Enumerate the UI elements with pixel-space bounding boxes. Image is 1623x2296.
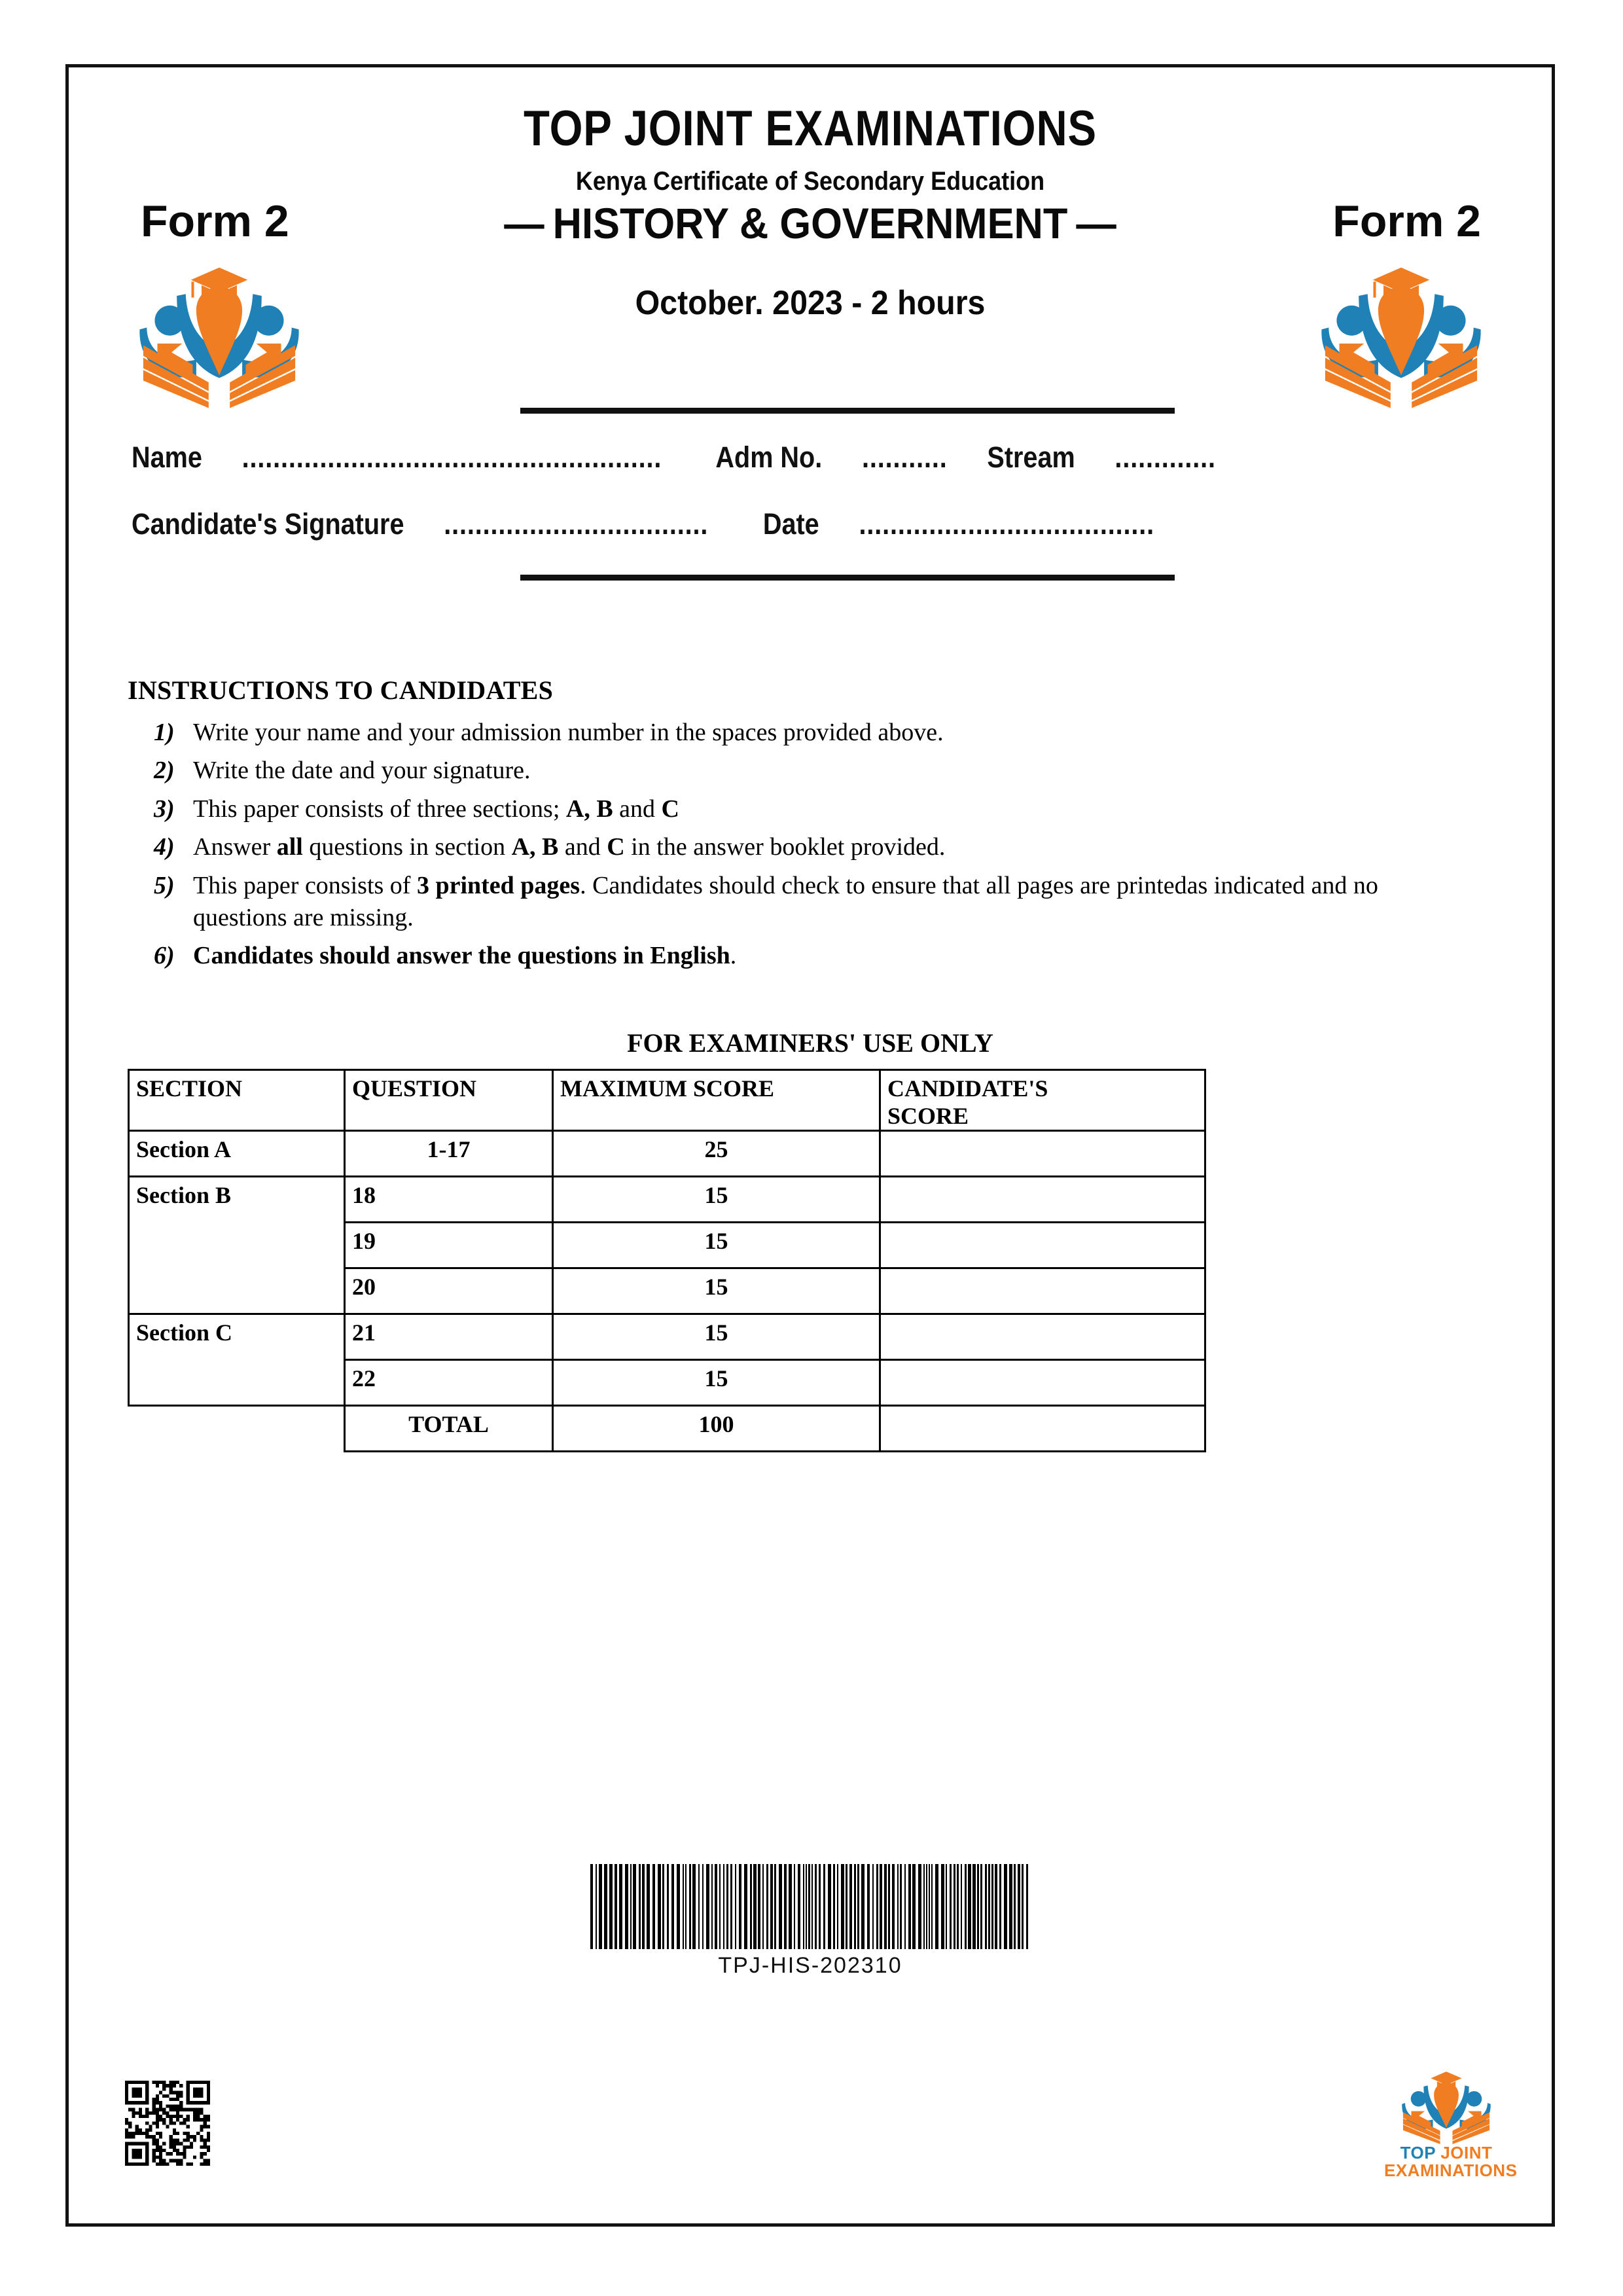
instructions-list — [147, 717, 1467, 978]
form-label-right: Form 2 — [1332, 196, 1481, 246]
col-header-maximum-score: MAXIMUM SCORE — [553, 1070, 880, 1131]
top-joint-examinations-logo — [1384, 2067, 1518, 2181]
date-label: Date — [762, 507, 819, 541]
examiners-table-caption: FOR EXAMINERS' USE ONLY — [627, 1028, 993, 1058]
question-cell: 1-17 — [345, 1131, 553, 1177]
divider-top — [520, 408, 1175, 414]
exam-paper-page — [65, 64, 1555, 2227]
question-cell: 19 — [345, 1223, 553, 1268]
table-row — [129, 1177, 1205, 1223]
col-header-candidate-score — [880, 1070, 1205, 1131]
section-name-cell: Section B — [129, 1177, 345, 1314]
logo-word-top: TOP — [1400, 2143, 1441, 2162]
candidate-score-cell-5[interactable] — [880, 1360, 1205, 1406]
signature-input[interactable]: .................................. — [444, 507, 709, 541]
maximum-score-cell: 25 — [553, 1131, 880, 1177]
instruction-number: 2) — [154, 757, 175, 785]
adm-no-label: Adm No. — [715, 440, 823, 474]
name-label: Name — [132, 440, 202, 474]
question-cell: 22 — [345, 1360, 553, 1406]
stream-label: Stream — [987, 440, 1075, 474]
maximum-score-cell: 15 — [553, 1314, 880, 1360]
total-maximum-score-cell: 100 — [553, 1406, 880, 1452]
section-name-cell: Section A — [129, 1131, 345, 1177]
table-total-row — [129, 1406, 1205, 1452]
date-input[interactable]: ...................................... — [859, 507, 1154, 541]
code128-barcode-icon — [588, 1864, 1033, 1949]
maximum-score-cell: 15 — [553, 1177, 880, 1223]
instruction-text: Write your name and your admission number in the spaces provided above. — [193, 719, 944, 746]
question-cell: 21 — [345, 1314, 553, 1360]
page-title: TOP JOINT EXAMINATIONS — [524, 101, 1097, 156]
instruction-item — [147, 940, 1467, 972]
adm-no-input[interactable]: ........... — [861, 440, 948, 474]
instruction-number: 4) — [154, 833, 175, 861]
instruction-item — [147, 755, 1467, 787]
barcode-label: TPJ-HIS-202310 — [718, 1953, 902, 1978]
col-header-candidate-line1: CANDIDATE'S — [887, 1075, 1048, 1102]
candidate-score-cell-3[interactable] — [880, 1268, 1205, 1314]
question-cell: 18 — [345, 1177, 553, 1223]
signature-label: Candidate's Signature — [132, 507, 404, 541]
table-header-row — [129, 1070, 1205, 1131]
subject-title: HISTORY & GOVERNMENT — [552, 199, 1068, 247]
instruction-text: Candidates should answer the questions in English. — [193, 942, 737, 970]
question-cell: 20 — [345, 1268, 553, 1314]
candidate-score-cell-total[interactable] — [880, 1406, 1205, 1452]
instruction-number: 6) — [154, 942, 175, 970]
candidate-score-cell-0[interactable] — [880, 1131, 1205, 1177]
table-row — [129, 1314, 1205, 1360]
maximum-score-cell: 15 — [553, 1268, 880, 1314]
subject-title-row — [406, 198, 1213, 248]
instruction-text: This paper consists of three sections; A, B and C — [193, 795, 679, 823]
dash-right-icon: — — [1076, 199, 1116, 247]
dash-left-icon: — — [504, 199, 544, 247]
logo-wordmark-bottom: EXAMINATIONS — [1384, 2161, 1518, 2181]
instruction-text: This paper consists of 3 printed pages. Candidates should check to ensure that all pages are printedas indicated and no questions are missing. — [193, 871, 1378, 931]
instructions-heading: INSTRUCTIONS TO CANDIDATES — [128, 675, 554, 705]
divider-bottom — [520, 575, 1175, 581]
barcode-block — [69, 1864, 1552, 1979]
instruction-text: Answer all questions in section A, B and C in the answer booklet provided. — [193, 833, 946, 861]
instruction-text: Write the date and your signature. — [193, 757, 531, 785]
candidate-score-cell-4[interactable] — [880, 1314, 1205, 1360]
qr-code-icon[interactable] — [125, 2081, 210, 2166]
total-label-cell: TOTAL — [345, 1406, 553, 1452]
instruction-item — [147, 717, 1467, 749]
col-header-section: SECTION — [129, 1070, 345, 1131]
candidate-score-cell-1[interactable] — [880, 1177, 1205, 1223]
col-header-question: QUESTION — [345, 1070, 553, 1131]
candidate-score-cell-2[interactable] — [880, 1223, 1205, 1268]
instruction-item — [147, 793, 1467, 825]
candidate-signature-row — [132, 507, 1335, 541]
graduation-book-logo-left-icon — [131, 259, 308, 409]
maximum-score-cell: 15 — [553, 1360, 880, 1406]
form-label-left: Form 2 — [141, 196, 289, 246]
instruction-number: 1) — [154, 719, 175, 746]
table-row — [129, 1131, 1205, 1177]
instruction-item — [147, 831, 1467, 863]
stream-input[interactable]: ............. — [1115, 440, 1216, 474]
instruction-item — [147, 870, 1467, 935]
certificate-subtitle: Kenya Certificate of Secondary Education — [575, 167, 1045, 196]
maximum-score-cell: 15 — [553, 1223, 880, 1268]
instruction-number: 5) — [154, 871, 175, 899]
graduation-book-logo-right-icon — [1313, 259, 1489, 409]
total-empty-cell — [129, 1406, 345, 1452]
logo-wordmark-top — [1384, 2144, 1508, 2162]
col-header-candidate-line2: SCORE — [887, 1103, 969, 1129]
exam-date-duration: October. 2023 - 2 hours — [635, 284, 986, 322]
logo-word-joint: JOINT — [1440, 2143, 1493, 2162]
graduation-book-logo-footer-icon — [1384, 2067, 1508, 2144]
instruction-number: 3) — [154, 795, 175, 823]
section-name-cell: Section C — [129, 1314, 345, 1406]
name-input[interactable]: ...................................................... — [241, 440, 662, 474]
candidate-name-row — [132, 440, 1335, 475]
examiners-score-table — [128, 1069, 1206, 1452]
